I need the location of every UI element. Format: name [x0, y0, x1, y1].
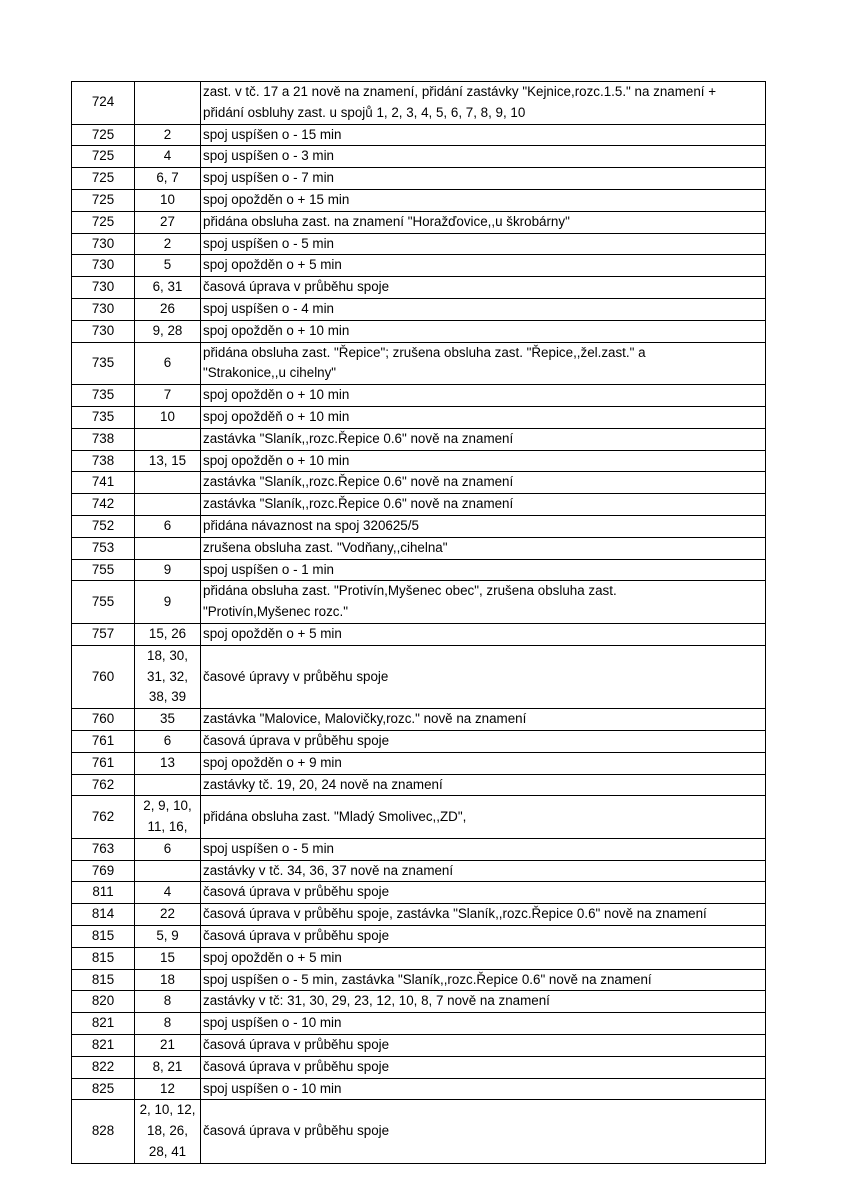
table-row	[72, 537, 766, 559]
table-row	[72, 428, 766, 450]
connection-numbers-line: 9	[163, 561, 172, 577]
change-description-cell	[201, 211, 766, 233]
change-description-line: časová úprava v průběhu spoje	[203, 1123, 390, 1139]
connection-numbers-line: 13	[160, 754, 175, 770]
connection-numbers-line: 26	[160, 300, 175, 316]
connection-numbers-cell	[135, 1013, 201, 1035]
connection-numbers-line: 2, 10, 12,	[139, 1102, 196, 1118]
table-row	[72, 709, 766, 731]
change-description-cell	[201, 146, 766, 168]
change-description-line: časová úprava v průběhu spoje	[203, 732, 390, 748]
change-description-cell	[201, 406, 766, 428]
table-row	[72, 1078, 766, 1100]
line-number-cell: 725	[72, 211, 135, 233]
line-number-cell: 769	[72, 860, 135, 882]
line-number-cell: 725	[72, 168, 135, 190]
change-description-line: zastávky v tč: 31, 30, 29, 23, 12, 10, 8, 7 nově na znamení	[203, 993, 550, 1009]
change-description-cell	[201, 991, 766, 1013]
table-row	[72, 472, 766, 494]
connection-numbers-cell	[135, 904, 201, 926]
change-description-line: časová úprava v průběhu spoje	[203, 928, 390, 944]
connection-numbers-cell	[135, 385, 201, 407]
line-number-cell: 762	[72, 774, 135, 796]
change-description-line: zastávky tč. 19, 20, 24 nově na znamení	[203, 776, 443, 792]
table-row	[72, 494, 766, 516]
table-row	[72, 730, 766, 752]
change-description-cell	[201, 233, 766, 255]
connection-numbers-cell	[135, 709, 201, 731]
change-description-line: spoj opožděn o + 5 min	[203, 949, 342, 965]
change-description-cell	[201, 752, 766, 774]
change-description-cell	[201, 947, 766, 969]
connection-numbers-line: 8	[163, 993, 172, 1009]
connection-numbers-cell	[135, 494, 201, 516]
table-row	[72, 298, 766, 320]
change-description-line: časová úprava v průběhu spoje	[203, 1037, 390, 1053]
change-description-cell	[201, 320, 766, 342]
line-number-cell: 755	[72, 559, 135, 581]
table-row	[72, 623, 766, 645]
connection-numbers-line: 13, 15	[148, 452, 187, 468]
line-number-cell: 761	[72, 730, 135, 752]
connection-numbers-cell	[135, 730, 201, 752]
connection-numbers-cell	[135, 537, 201, 559]
line-number-cell: 815	[72, 969, 135, 991]
line-number-cell: 828	[72, 1100, 135, 1163]
line-number-cell: 820	[72, 991, 135, 1013]
connection-numbers-cell	[135, 428, 201, 450]
connection-numbers-cell	[135, 450, 201, 472]
table-row	[72, 233, 766, 255]
change-description-line: přidána obsluha zast. "Mladý Smolivec,,ZD",	[203, 808, 467, 824]
table-row	[72, 168, 766, 190]
line-number-cell: 815	[72, 947, 135, 969]
table-row	[72, 752, 766, 774]
line-number-cell: 821	[72, 1035, 135, 1057]
change-description-line: přidána návaznost na spoj 320625/5	[203, 517, 419, 533]
change-description-cell	[201, 838, 766, 860]
connection-numbers-cell	[135, 168, 201, 190]
connection-numbers-cell	[135, 1035, 201, 1057]
change-description-line: zastávky v tč. 34, 36, 37 nově na znamení	[203, 862, 454, 878]
table-row	[72, 450, 766, 472]
table-row	[72, 124, 766, 146]
table-row	[72, 969, 766, 991]
table-row	[72, 838, 766, 860]
connection-numbers-line: 18, 30,	[147, 647, 188, 663]
line-number-cell: 735	[72, 385, 135, 407]
line-number-cell: 811	[72, 882, 135, 904]
change-description-line: zast. v tč. 17 a 21 nově na znamení, přidání zastávky "Kejnice,rozc.1.5." na znamení +	[203, 84, 717, 99]
table-row	[72, 515, 766, 537]
table-row	[72, 559, 766, 581]
change-description-line: spoj opožděn o + 10 min	[203, 387, 350, 403]
table-row	[72, 1100, 766, 1163]
table-row	[72, 860, 766, 882]
change-description-cell	[201, 1100, 766, 1163]
connection-numbers-cell	[135, 645, 201, 708]
connection-numbers-line: 2	[163, 126, 172, 142]
change-description-cell	[201, 472, 766, 494]
connection-numbers-cell	[135, 796, 201, 839]
connection-numbers-cell	[135, 623, 201, 645]
timetable-changes-table	[71, 81, 766, 1164]
connection-numbers-cell	[135, 860, 201, 882]
line-number-cell: 725	[72, 189, 135, 211]
change-description-cell	[201, 298, 766, 320]
change-description-line: přidání osbluhy zast. u spojů 1, 2, 3, 4, 5, 6, 7, 8, 9, 10	[203, 104, 526, 120]
line-number-cell: 724	[72, 82, 135, 125]
change-description-cell	[201, 255, 766, 277]
change-description-line: spoj opožděn o + 9 min	[203, 754, 342, 770]
connection-numbers-line: 9, 28	[152, 322, 183, 338]
connection-numbers-cell	[135, 581, 201, 624]
change-description-cell	[201, 1078, 766, 1100]
change-description-line: spoj uspíšen o - 1 min	[203, 561, 334, 577]
connection-numbers-cell	[135, 515, 201, 537]
change-description-cell	[201, 882, 766, 904]
connection-numbers-line: 9	[163, 593, 172, 609]
table-row	[72, 255, 766, 277]
connection-numbers-line: 31, 32,	[147, 668, 188, 684]
line-number-cell: 761	[72, 752, 135, 774]
change-description-line: zastávka "Malovice, Malovičky,rozc." nově na znamení	[203, 711, 527, 727]
change-description-cell	[201, 82, 766, 125]
line-number-cell: 760	[72, 645, 135, 708]
connection-numbers-cell	[135, 124, 201, 146]
line-number-cell: 730	[72, 255, 135, 277]
change-description-cell	[201, 904, 766, 926]
change-description-line: zastávka "Slaník,,rozc.Řepice 0.6" nově na znamení	[203, 430, 514, 446]
change-description-line: spoj uspíšen o - 10 min	[203, 1015, 342, 1031]
change-description-cell	[201, 559, 766, 581]
change-description-cell	[201, 450, 766, 472]
connection-numbers-line: 22	[160, 906, 175, 922]
change-description-cell	[201, 730, 766, 752]
connection-numbers-line: 15	[160, 949, 175, 965]
connection-numbers-cell	[135, 189, 201, 211]
connection-numbers-cell	[135, 1078, 201, 1100]
change-description-line: spoj uspíšen o - 3 min	[203, 148, 334, 164]
change-description-cell	[201, 1056, 766, 1078]
connection-numbers-line: 2	[163, 235, 172, 251]
change-description-line: spoj opožděň o + 10 min	[203, 408, 350, 424]
connection-numbers-cell	[135, 406, 201, 428]
connection-numbers-cell	[135, 342, 201, 385]
connection-numbers-cell	[135, 146, 201, 168]
change-description-cell	[201, 277, 766, 299]
change-description-cell	[201, 623, 766, 645]
line-number-cell: 815	[72, 926, 135, 948]
change-description-line: zastávka "Slaník,,rozc.Řepice 0.6" nově na znamení	[203, 474, 514, 490]
line-number-cell: 752	[72, 515, 135, 537]
connection-numbers-cell	[135, 277, 201, 299]
change-description-line: spoj uspíšen o - 10 min	[203, 1080, 342, 1096]
table-row	[72, 1056, 766, 1078]
connection-numbers-line: 35	[160, 711, 175, 727]
line-number-cell: 760	[72, 709, 135, 731]
connection-numbers-line: 5, 9	[156, 928, 179, 944]
line-number-cell: 735	[72, 406, 135, 428]
line-number-cell: 742	[72, 494, 135, 516]
change-description-line: časová úprava v průběhu spoje	[203, 884, 390, 900]
table-row	[72, 581, 766, 624]
connection-numbers-cell	[135, 255, 201, 277]
connection-numbers-cell	[135, 774, 201, 796]
line-number-cell: 730	[72, 320, 135, 342]
table-row	[72, 342, 766, 385]
change-description-line: časová úprava v průběhu spoje	[203, 279, 390, 295]
connection-numbers-line: 38, 39	[148, 689, 187, 705]
connection-numbers-line: 10	[160, 191, 175, 207]
line-number-cell: 825	[72, 1078, 135, 1100]
connection-numbers-cell	[135, 947, 201, 969]
change-description-line: přidána obsluha zast. "Řepice"; zrušena obsluha zast. "Řepice,,žel.zast." a	[203, 344, 646, 360]
connection-numbers-line: 18	[160, 971, 175, 987]
table-row	[72, 774, 766, 796]
line-number-cell: 730	[72, 298, 135, 320]
change-description-line: zastávka "Slaník,,rozc.Řepice 0.6" nově na znamení	[203, 496, 514, 512]
change-description-line: spoj uspíšen o - 5 min	[203, 235, 334, 251]
connection-numbers-cell	[135, 1100, 201, 1163]
table-row	[72, 991, 766, 1013]
table-row	[72, 385, 766, 407]
change-description-line: "Protivín,Myšenec rozc."	[203, 604, 348, 620]
connection-numbers-cell	[135, 991, 201, 1013]
table-row	[72, 82, 766, 125]
change-description-cell	[201, 645, 766, 708]
line-number-cell: 822	[72, 1056, 135, 1078]
connection-numbers-line: 6	[163, 840, 172, 856]
change-description-cell	[201, 537, 766, 559]
change-description-cell	[201, 581, 766, 624]
change-description-cell	[201, 774, 766, 796]
change-description-line: časové úpravy v průběhu spoje	[203, 668, 389, 684]
table-row	[72, 189, 766, 211]
change-description-cell	[201, 494, 766, 516]
change-description-cell	[201, 926, 766, 948]
change-description-line: zrušena obsluha zast. "Vodňany,,cihelna"	[203, 539, 448, 555]
line-number-cell: 814	[72, 904, 135, 926]
table-row	[72, 645, 766, 708]
connection-numbers-line: 27	[160, 213, 175, 229]
connection-numbers-cell	[135, 1056, 201, 1078]
change-description-cell	[201, 709, 766, 731]
table-row	[72, 406, 766, 428]
change-description-cell	[201, 385, 766, 407]
line-number-cell: 741	[72, 472, 135, 494]
change-description-cell	[201, 168, 766, 190]
change-description-cell	[201, 342, 766, 385]
table-row	[72, 947, 766, 969]
change-description-line: spoj uspíšen o - 15 min	[203, 126, 342, 142]
table-body	[72, 82, 766, 1164]
line-number-cell: 725	[72, 124, 135, 146]
change-description-line: spoj uspíšen o - 4 min	[203, 300, 334, 316]
connection-numbers-cell	[135, 882, 201, 904]
change-description-cell	[201, 969, 766, 991]
connection-numbers-cell	[135, 838, 201, 860]
change-description-line: přidána obsluha zast. na znamení "Horažďovice,,u škrobárny"	[203, 213, 570, 229]
table-row	[72, 146, 766, 168]
connection-numbers-line: 7	[163, 387, 172, 403]
table-row	[72, 882, 766, 904]
connection-numbers-line: 18, 26,	[147, 1123, 188, 1139]
connection-numbers-line: 12	[160, 1080, 175, 1096]
change-description-line: časová úprava v průběhu spoje	[203, 1058, 390, 1074]
connection-numbers-line: 11, 16,	[147, 819, 188, 835]
connection-numbers-cell	[135, 472, 201, 494]
connection-numbers-line: 21	[160, 1037, 175, 1053]
connection-numbers-line: 28, 41	[148, 1144, 187, 1160]
connection-numbers-cell	[135, 320, 201, 342]
change-description-line: spoj uspíšen o - 5 min, zastávka "Slaník,,rozc.Řepice 0.6" nově na znamení	[203, 971, 652, 987]
change-description-line: spoj uspíšen o - 7 min	[203, 170, 334, 186]
line-number-cell: 738	[72, 450, 135, 472]
change-description-line: spoj opožděn o + 15 min	[203, 191, 350, 207]
change-description-line: spoj opožděn o + 10 min	[203, 322, 350, 338]
connection-numbers-cell	[135, 211, 201, 233]
table-row	[72, 320, 766, 342]
change-description-line: spoj opožděn o + 10 min	[203, 452, 350, 468]
change-description-line: spoj uspíšen o - 5 min	[203, 840, 334, 856]
connection-numbers-line: 6, 7	[156, 170, 179, 186]
connection-numbers-line: 6, 31	[152, 279, 183, 295]
change-description-cell	[201, 428, 766, 450]
line-number-cell: 738	[72, 428, 135, 450]
connection-numbers-line: 6	[163, 354, 172, 370]
connection-numbers-cell	[135, 752, 201, 774]
change-description-cell	[201, 860, 766, 882]
change-description-line: "Strakonice,,u cihelny"	[203, 365, 337, 381]
change-description-cell	[201, 189, 766, 211]
connection-numbers-cell	[135, 298, 201, 320]
change-description-cell	[201, 515, 766, 537]
table-row	[72, 904, 766, 926]
connection-numbers-cell	[135, 233, 201, 255]
change-description-line: časová úprava v průběhu spoje, zastávka "Slaník,,rozc.Řepice 0.6" nově na znamení	[203, 906, 707, 922]
line-number-cell: 735	[72, 342, 135, 385]
line-number-cell: 763	[72, 838, 135, 860]
connection-numbers-line: 8, 21	[152, 1058, 183, 1074]
change-description-line: spoj opožděn o + 5 min	[203, 625, 342, 641]
line-number-cell: 762	[72, 796, 135, 839]
change-description-line: spoj opožděn o + 5 min	[203, 257, 342, 273]
connection-numbers-line: 6	[163, 517, 172, 533]
connection-numbers-line: 4	[163, 884, 172, 900]
line-number-cell: 730	[72, 277, 135, 299]
connection-numbers-line: 5	[163, 257, 172, 273]
table-row	[72, 796, 766, 839]
table-row	[72, 211, 766, 233]
change-description-cell	[201, 124, 766, 146]
line-number-cell: 730	[72, 233, 135, 255]
change-description-cell	[201, 796, 766, 839]
change-description-line: přidána obsluha zast. "Protivín,Myšenec obec", zrušena obsluha zast.	[203, 583, 617, 599]
connection-numbers-cell	[135, 82, 201, 125]
connection-numbers-cell	[135, 926, 201, 948]
connection-numbers-line: 4	[163, 148, 172, 164]
table-row	[72, 926, 766, 948]
line-number-cell: 725	[72, 146, 135, 168]
line-number-cell: 821	[72, 1013, 135, 1035]
connection-numbers-cell	[135, 559, 201, 581]
table-row	[72, 277, 766, 299]
line-number-cell: 757	[72, 623, 135, 645]
connection-numbers-cell	[135, 969, 201, 991]
change-description-cell	[201, 1035, 766, 1057]
connection-numbers-line: 15, 26	[148, 625, 187, 641]
table-row	[72, 1035, 766, 1057]
table-row	[72, 1013, 766, 1035]
connection-numbers-line: 10	[160, 408, 175, 424]
change-description-cell	[201, 1013, 766, 1035]
connection-numbers-line: 2, 9, 10,	[143, 798, 192, 814]
connection-numbers-line: 6	[163, 732, 172, 748]
line-number-cell: 753	[72, 537, 135, 559]
connection-numbers-line: 8	[163, 1015, 172, 1031]
line-number-cell: 755	[72, 581, 135, 624]
